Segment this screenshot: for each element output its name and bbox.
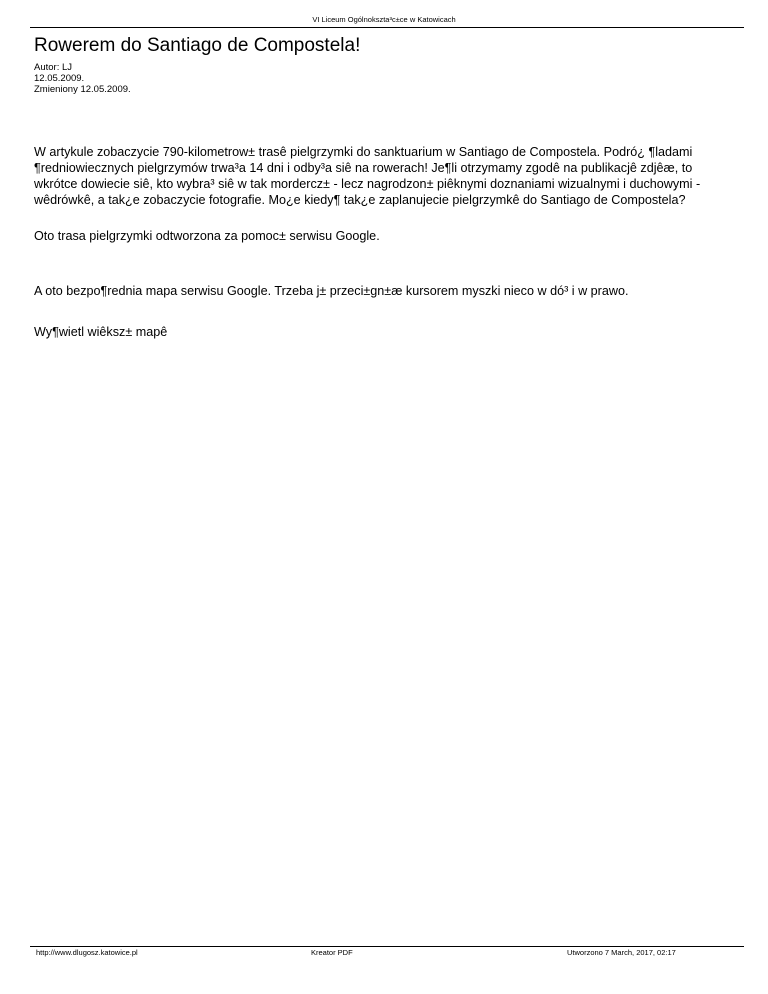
header-rule: [30, 27, 744, 28]
author-line: Autor: LJ: [34, 62, 73, 73]
footer-created-date: Utworzono 7 March, 2017, 02:17: [567, 948, 676, 957]
map-text: A oto bezpo¶rednia mapa serwisu Google. Trzeba j± przeci±gn±æ kursorem myszki nieco w dó³ i w prawo.: [34, 284, 629, 298]
larger-map-link[interactable]: Wy¶wietl wiêksz± mapê: [34, 325, 168, 339]
intro-text: W artykule zobaczycie 790-kilometrow± trasê pielgrzymki do sanktuarium w Santiago de Compostela. Podró¿ ¶ladami ¶redniowiecznych pielgrzymów trwa³a 14 dni i odby³a siê na rowerach! Je¶li otrzymamy zgodê na publikacjê zdjêæ, to wkrótce dowiecie siê, kto wybra³ siê w tak mordercz± - lecz nagrodzon± piêknymi doznaniami wizualnymi i duchowymi - wêdrówkê, a tak¿e zobaczycie fotografie. Mo¿e kiedy¶ tak¿e zaplanujecie pielgrzymkê do Santiago de Compostela?: [34, 145, 701, 207]
page-header: VI Liceum Ogólnokszta³c±ce w Katowicach: [312, 15, 456, 24]
route-paragraph: [34, 228, 738, 244]
article-meta: [34, 62, 131, 95]
footer-rule: [30, 946, 744, 947]
publish-date: 12.05.2009.: [34, 73, 85, 84]
route-text: Oto trasa pielgrzymki odtworzona za pomoc± serwisu Google.: [34, 229, 380, 243]
modified-line: Zmieniony 12.05.2009.: [34, 84, 131, 95]
article-title: Rowerem do Santiago de Compostela!: [34, 35, 361, 56]
article-intro-paragraph: [34, 144, 738, 208]
footer-creator: Kreator PDF: [311, 948, 353, 957]
footer-url: http://www.dlugosz.katowice.pl: [36, 948, 138, 957]
map-paragraph: [34, 283, 738, 299]
